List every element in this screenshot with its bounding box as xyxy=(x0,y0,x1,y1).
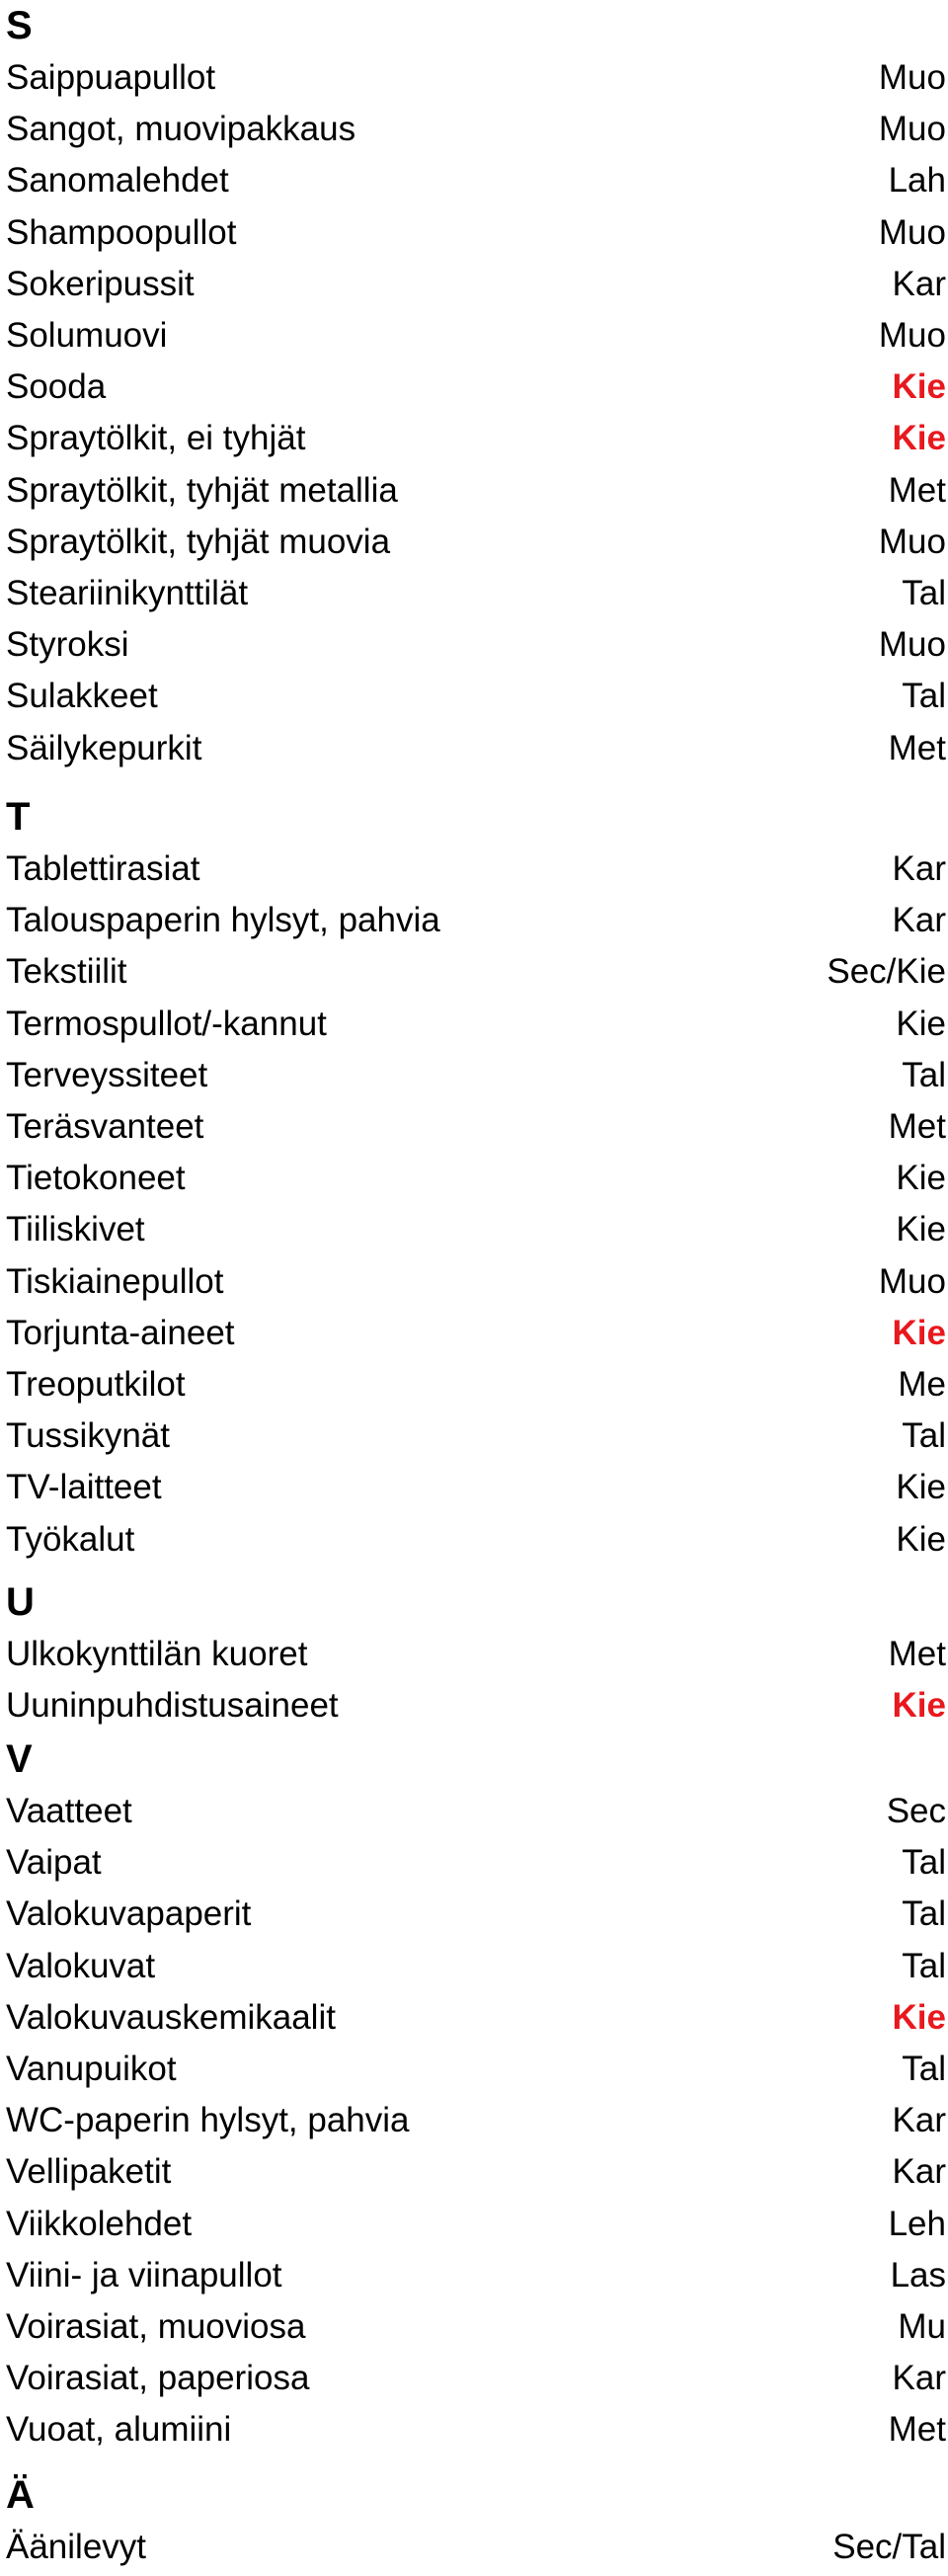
waste-code: Me xyxy=(898,1365,946,1404)
list-item xyxy=(6,946,946,998)
list-item xyxy=(6,2404,946,2455)
waste-code: Kar xyxy=(892,849,946,888)
item-name: Viikkolehdet xyxy=(6,2204,193,2243)
waste-code: Kie xyxy=(896,1004,946,1043)
item-name: Sanomalehdet xyxy=(6,161,229,201)
waste-code: Leh xyxy=(888,2204,946,2243)
hazardous-waste-code: Kie xyxy=(892,1686,946,1726)
item-name: Säilykepurkit xyxy=(6,728,202,767)
waste-code: Met xyxy=(888,1107,946,1146)
list-item xyxy=(6,1359,946,1410)
list-item xyxy=(6,568,946,619)
list-item xyxy=(6,207,946,259)
waste-code: Muo xyxy=(878,316,946,355)
item-name: Terveyssiteet xyxy=(6,1055,208,1094)
list-item xyxy=(6,2522,946,2573)
waste-code: Sec/Tal xyxy=(832,2528,946,2566)
waste-code: Met xyxy=(888,1635,946,1673)
item-name: Valokuvat xyxy=(6,1946,156,1985)
waste-code: Sec/Kie xyxy=(827,952,946,992)
hazardous-waste-code: Kie xyxy=(892,419,946,458)
waste-code: Muo xyxy=(878,625,946,665)
waste-code: Sec xyxy=(886,1792,946,1830)
list-item xyxy=(6,52,946,104)
waste-code: Kie xyxy=(896,1159,946,1198)
waste-code: Muo xyxy=(878,522,946,561)
waste-code: Kie xyxy=(896,1210,946,1249)
list-item xyxy=(6,2044,946,2095)
list-item xyxy=(6,155,946,206)
item-name: Ulkokynttilän kuoret xyxy=(6,1635,308,1673)
section-letter: Ä xyxy=(6,2473,35,2517)
list-item xyxy=(6,2146,946,2198)
section-letter: U xyxy=(6,1580,35,1624)
item-name: Tussikynät xyxy=(6,1416,170,1456)
item-name: Spraytölkit, ei tyhjät xyxy=(6,419,306,458)
item-name: Tablettirasiat xyxy=(6,849,200,888)
item-name: Steariinikynttilät xyxy=(6,574,249,612)
hazardous-waste-code: Kie xyxy=(892,367,946,407)
list-item xyxy=(6,1462,946,1513)
list-item xyxy=(6,1680,946,1731)
item-name: Vellipaketit xyxy=(6,2152,172,2192)
list-item xyxy=(6,895,946,946)
waste-code: Kar xyxy=(892,2101,946,2140)
item-name: Sangot, muovipakkaus xyxy=(6,110,356,149)
list-item xyxy=(6,517,946,568)
item-name: Työkalut xyxy=(6,1519,135,1559)
item-name: Viini- ja viinapullot xyxy=(6,2255,282,2294)
item-name: Vuoat, alumiini xyxy=(6,2410,232,2450)
section-letter: T xyxy=(6,795,31,839)
item-name: Solumuovi xyxy=(6,316,168,355)
item-name: Vaipat xyxy=(6,1843,102,1883)
list-item xyxy=(6,1410,946,1462)
section-letter: V xyxy=(6,1737,33,1781)
item-name: Spraytölkit, tyhjät muovia xyxy=(6,522,391,561)
list-item xyxy=(6,1308,946,1359)
list-item xyxy=(6,1629,946,1680)
item-name: Styroksi xyxy=(6,625,129,665)
waste-code: Lah xyxy=(888,161,946,201)
item-name: Sulakkeet xyxy=(6,677,158,716)
item-name: Äänilevyt xyxy=(6,2528,147,2566)
list-item xyxy=(6,1889,946,1940)
item-name: Tietokoneet xyxy=(6,1159,186,1198)
list-item xyxy=(6,259,946,310)
list-item xyxy=(6,2095,946,2146)
item-name: Treoputkilot xyxy=(6,1365,186,1404)
list-item xyxy=(6,1204,946,1255)
item-name: Talouspaperin hylsyt, pahvia xyxy=(6,901,440,940)
item-name: Voirasiat, paperiosa xyxy=(6,2359,310,2398)
list-item xyxy=(6,310,946,362)
waste-code: Kie xyxy=(896,1468,946,1507)
item-name: Vaatteet xyxy=(6,1792,132,1830)
waste-code: Kar xyxy=(892,901,946,940)
list-item xyxy=(6,619,946,671)
list-item xyxy=(6,671,946,722)
waste-code: Kar xyxy=(892,2152,946,2192)
item-name: Spraytölkit, tyhjät metallia xyxy=(6,470,398,510)
list-item xyxy=(6,1050,946,1101)
list-item xyxy=(6,2301,946,2353)
list-item xyxy=(6,2199,946,2250)
waste-code: Tal xyxy=(902,677,946,716)
hazardous-waste-code: Kie xyxy=(892,1313,946,1352)
waste-code: Muo xyxy=(878,1261,946,1301)
waste-code: Met xyxy=(888,470,946,510)
waste-code: Muo xyxy=(878,212,946,252)
item-name: Vanupuikot xyxy=(6,2050,177,2088)
item-name: Torjunta-aineet xyxy=(6,1313,235,1352)
list-item xyxy=(6,2250,946,2301)
list-item xyxy=(6,1514,946,1566)
item-name: Tiskiainepullot xyxy=(6,1261,224,1301)
waste-code: Muo xyxy=(878,58,946,97)
list-item xyxy=(6,1786,946,1837)
item-name: Valokuvauskemikaalit xyxy=(6,1997,336,2037)
item-name: Tekstiilit xyxy=(6,952,127,992)
waste-code: Met xyxy=(888,2410,946,2450)
item-name: Termospullot/-kannut xyxy=(6,1004,327,1043)
item-name: Sokeripussit xyxy=(6,264,195,303)
item-name: Shampoopullot xyxy=(6,212,237,252)
item-name: Uuninpuhdistusaineet xyxy=(6,1686,339,1726)
item-name: Valokuvapaperit xyxy=(6,1894,252,1934)
list-item xyxy=(6,1153,946,1204)
list-item xyxy=(6,2353,946,2404)
waste-code: Mu xyxy=(898,2307,946,2346)
list-item xyxy=(6,1837,946,1889)
list-item xyxy=(6,723,946,774)
waste-code: Las xyxy=(890,2255,946,2294)
list-item xyxy=(6,844,946,895)
waste-code: Kar xyxy=(892,264,946,303)
waste-code: Tal xyxy=(902,1843,946,1883)
waste-code: Kie xyxy=(896,1519,946,1559)
list-item xyxy=(6,1256,946,1308)
item-name: TV-laitteet xyxy=(6,1468,162,1507)
waste-code: Met xyxy=(888,728,946,767)
waste-code: Tal xyxy=(902,1946,946,1985)
waste-code: Muo xyxy=(878,110,946,149)
list-item xyxy=(6,413,946,464)
waste-code: Tal xyxy=(902,2050,946,2088)
list-item xyxy=(6,362,946,413)
list-item xyxy=(6,104,946,155)
item-name: WC-paperin hylsyt, pahvia xyxy=(6,2101,410,2140)
section-letter: S xyxy=(6,4,33,47)
waste-code: Tal xyxy=(902,1416,946,1456)
waste-code: Kar xyxy=(892,2359,946,2398)
waste-code: Tal xyxy=(902,574,946,612)
waste-code: Tal xyxy=(902,1055,946,1094)
hazardous-waste-code: Kie xyxy=(892,1997,946,2037)
list-item xyxy=(6,465,946,517)
list-item xyxy=(6,1941,946,1992)
waste-code: Tal xyxy=(902,1894,946,1934)
item-name: Saippuapullot xyxy=(6,58,216,97)
item-name: Teräsvanteet xyxy=(6,1107,204,1146)
list-item xyxy=(6,1101,946,1153)
item-name: Sooda xyxy=(6,367,107,407)
item-name: Voirasiat, muoviosa xyxy=(6,2307,306,2346)
list-item xyxy=(6,999,946,1050)
list-item xyxy=(6,1992,946,2044)
item-name: Tiiliskivet xyxy=(6,1210,145,1249)
